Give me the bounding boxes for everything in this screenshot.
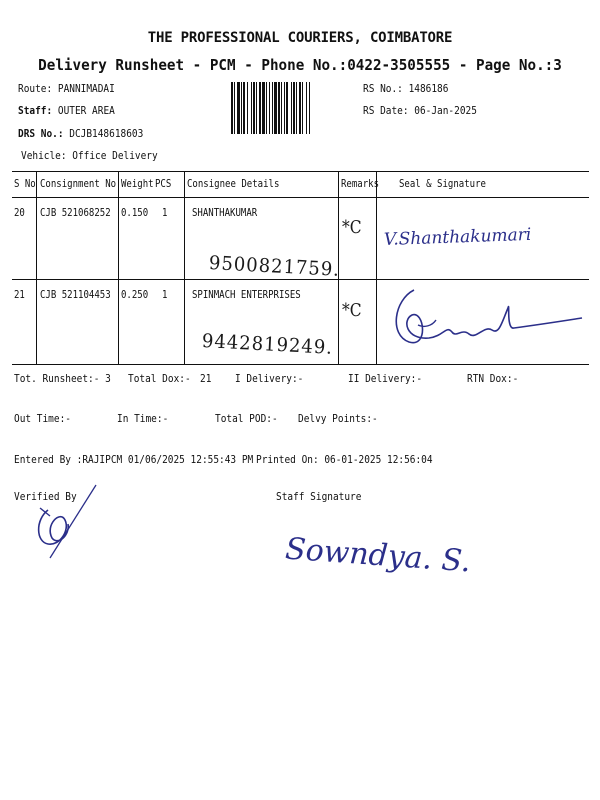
verified-signature-scribble: [30, 480, 110, 560]
row2-consignee: SPINMACH ENTERPRISES: [192, 289, 301, 301]
row2-signature-scribble: [384, 280, 584, 362]
runsheet-table: [12, 171, 589, 365]
rs-number: RS No.: 1486186: [363, 82, 449, 95]
row1-sno: 20: [14, 207, 25, 219]
entered-by: Entered By :RAJIPCM 01/06/2025 12:55:43 PM: [14, 453, 254, 466]
total-pod: Total POD:-: [215, 412, 278, 425]
row1-consignee: SHANTHAKUMAR: [192, 207, 258, 219]
i-delivery: I Delivery:-: [235, 372, 304, 385]
in-time: In Time:-: [117, 412, 169, 425]
header-seal: Seal & Signature: [399, 178, 486, 190]
printed-on: Printed On: 06-01-2025 12:56:04: [256, 453, 433, 466]
staff-line: [18, 104, 115, 117]
runsheet-subtitle: Delivery Runsheet - PCM - Phone No.:0422-3505555 - Page No.:3: [38, 56, 562, 74]
staff-signature-handwritten: Sowndya. S.: [284, 531, 472, 580]
rtn-dox: RTN Dox:-: [467, 372, 519, 385]
out-time: Out Time:-: [14, 412, 71, 425]
header-divider: [12, 197, 589, 198]
row2-weight: 0.250: [121, 289, 149, 301]
row2-pcs: 1: [162, 289, 168, 301]
row1-weight: 0.150: [121, 207, 149, 219]
header-remarks: Remarks: [341, 178, 380, 190]
header-sno: S No: [14, 178, 36, 190]
barcode-bar: [310, 82, 311, 134]
row2-sno: 21: [14, 289, 25, 301]
drs-line: [18, 127, 143, 140]
drs-label: DRS No.:: [18, 127, 64, 140]
barcode-image: [231, 82, 347, 134]
row1-consignment: CJB 521068252: [40, 207, 111, 219]
row1-signature: V.Shanthakumari: [383, 224, 532, 250]
total-dox-label: Total Dox:-: [128, 372, 191, 385]
header-consignee: Consignee Details: [187, 178, 280, 190]
staff-value: OUTER AREA: [57, 104, 115, 117]
header-weight: Weight: [121, 178, 154, 190]
header-pcs: PCS: [155, 178, 172, 190]
row2-phone-handwritten: 9442819249.: [201, 330, 334, 359]
row1-remark-handwritten: *C: [342, 217, 362, 238]
delvy-points: Delvy Points:-: [298, 412, 378, 425]
col-divider: [36, 172, 37, 364]
total-runsheet: Tot. Runsheet:- 3: [14, 372, 111, 385]
staff-signature-label: Staff Signature: [276, 490, 362, 503]
company-title: THE PROFESSIONAL COURIERS, COIMBATORE: [147, 30, 453, 46]
staff-label: Staff:: [18, 104, 53, 117]
total-dox-value: 21: [200, 372, 212, 385]
header-consignment: Consignment No: [40, 178, 117, 190]
col-divider: [118, 172, 119, 364]
row1-phone-handwritten: 9500821759.: [208, 252, 341, 281]
verified-by-label: Verified By: [14, 490, 77, 503]
row1-pcs: 1: [162, 207, 168, 219]
vehicle-text: Vehicle: Office Delivery: [21, 149, 158, 162]
col-divider: [376, 172, 377, 364]
ii-delivery: II Delivery:-: [348, 372, 423, 385]
col-divider: [184, 172, 185, 364]
route-text: Route: PANNIMADAI: [18, 82, 115, 95]
rs-date: RS Date: 06-Jan-2025: [363, 104, 477, 117]
row2-consignment: CJB 521104453: [40, 289, 111, 301]
row2-remark-handwritten: *C: [342, 300, 362, 321]
drs-value: DCJB148618603: [69, 127, 144, 140]
